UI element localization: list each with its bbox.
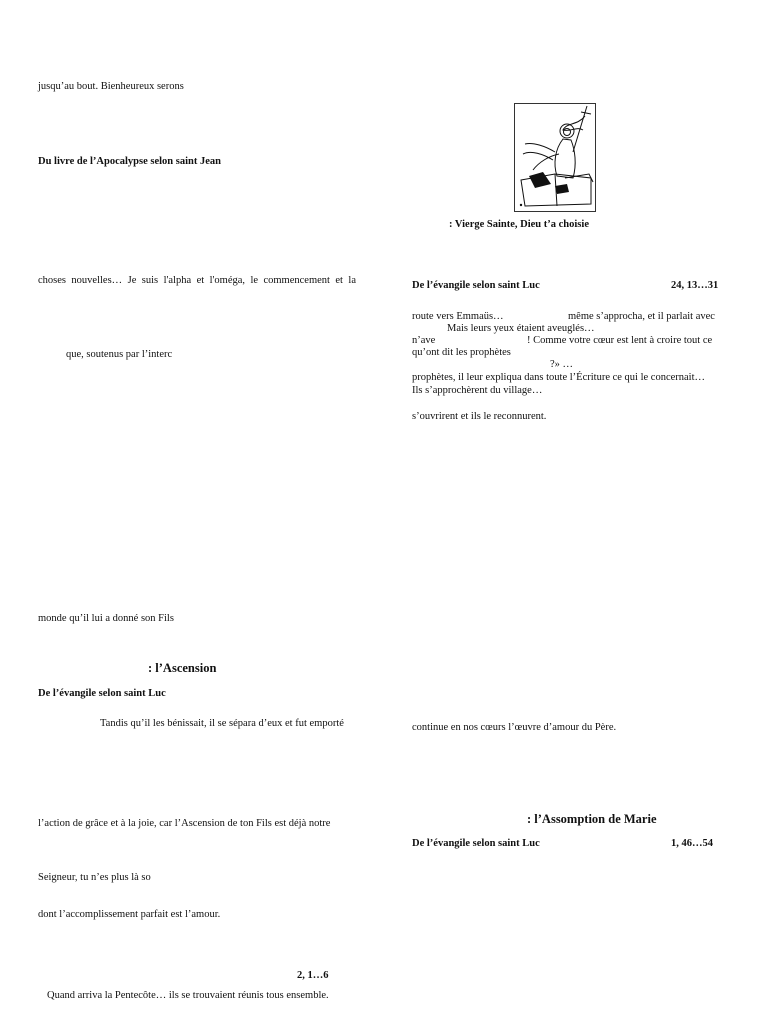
text-line: jusqu’au bout. Bienheureux serons [38,81,184,92]
text-line: Seigneur, tu n’es plus là so [38,872,151,883]
reading-reference: 2, 1…6 [297,970,329,981]
text-line: ! Comme votre cœur est lent à croire tout ce [527,335,713,346]
risen-christ-icon [514,103,596,212]
text-line: Mais leurs yeux étaient aveuglés… [447,323,595,334]
reading-heading-apocalypse: Du livre de l’Apocalypse selon saint Jean [38,156,221,167]
text-line: même s’approcha, et il parlait avec [568,311,715,322]
reading-heading-luc: De l’évangile selon saint Luc [412,280,540,291]
text-line: s’ouvrirent et ils le reconnurent. [412,411,547,422]
feast-heading-assumption: : l’Assomption de Marie [527,812,657,826]
text-line: Tandis qu’il les bénissait, il se sépara d’eux et fut emporté [100,718,344,729]
text-line: route vers Emmaüs… [412,311,504,322]
text-line: Quand arriva la Pentecôte… ils se trouvaient réunis tous ensemble. [47,990,329,1001]
text-line: choses nouvelles… Je suis l'alpha et l'oméga, le commencement et la [38,275,356,286]
reading-reference: 1, 46…54 [671,838,713,849]
text-line: n’ave [412,335,436,346]
text-line: l’action de grâce et à la joie, car l’Ascension de ton Fils est déjà notre [38,818,331,829]
reading-reference: 24, 13…31 [671,280,719,291]
text-line: continue en nos cœurs l’œuvre d’amour du Père. [412,722,617,733]
feast-heading-ascension: : l’Ascension [148,661,217,675]
image-caption: : Vierge Sainte, Dieu t’a choisie [449,219,589,230]
text-line: Ils s’approchèrent du village… [412,385,543,396]
text-line: monde qu’il lui a donné son Fils [38,613,174,624]
text-line: prophètes, il leur expliqua dans toute l’Écriture ce qui le concernait… [412,372,706,383]
text-line: dont l’accomplissement parfait est l’amour. [38,909,221,920]
text-line: que, soutenus par l’interc [66,349,173,360]
text-line: qu’ont dit les prophètes [412,347,511,358]
text-line: ?» … [550,359,574,370]
reading-heading-luc: De l’évangile selon saint Luc [38,688,166,699]
reading-heading-luc: De l’évangile selon saint Luc [412,838,540,849]
